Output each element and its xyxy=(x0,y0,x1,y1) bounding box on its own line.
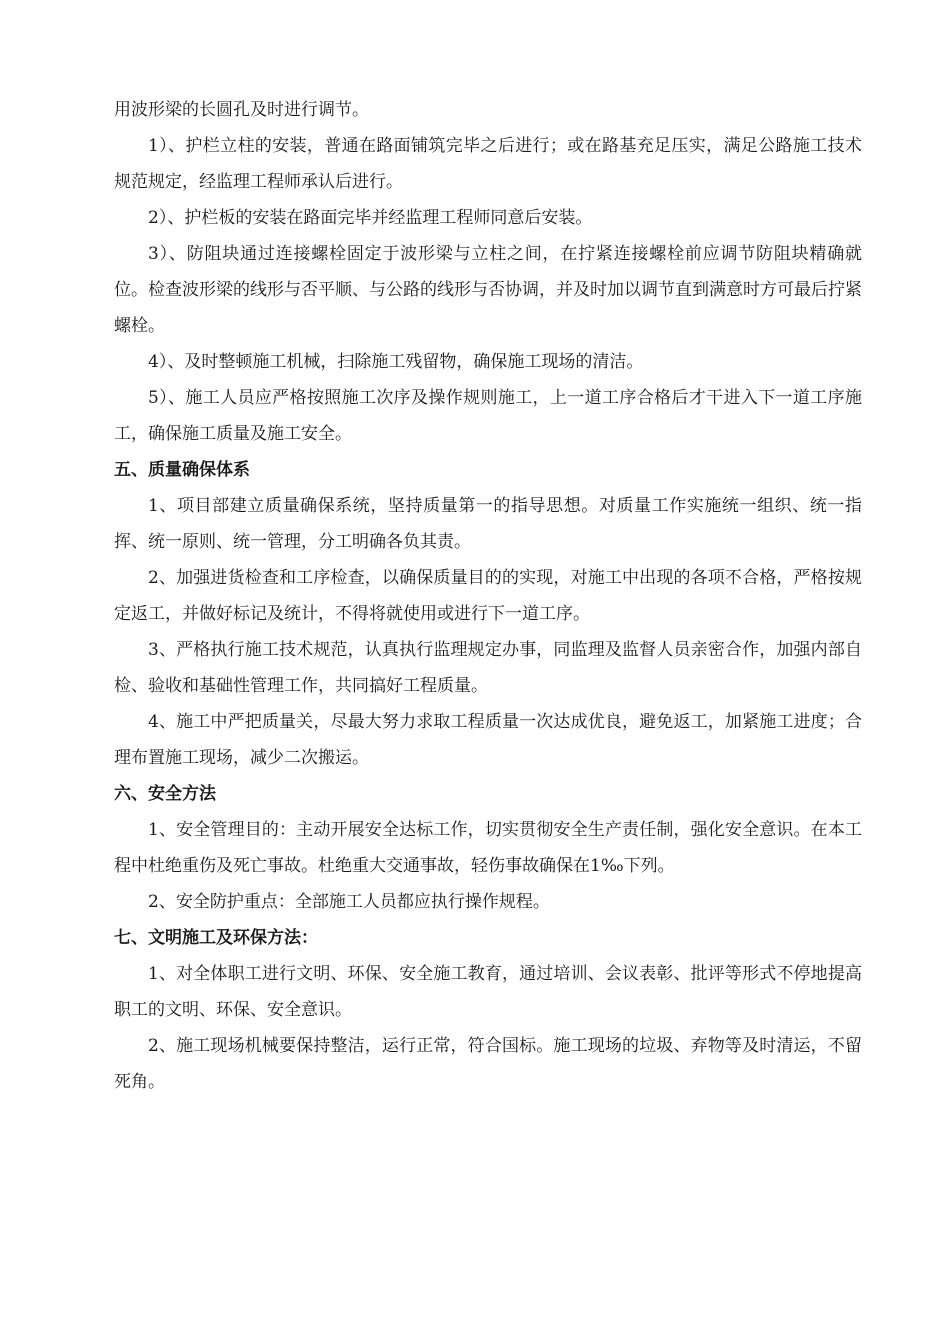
document-body xyxy=(114,92,862,1100)
section-heading-safety: 六、安全方法 xyxy=(114,784,216,804)
safety-item-1: 1、安全管理目的：主动开展安全达标工作，切实贯彻安全生产责任制，强化安全意识。在本工程中杜绝重伤及死亡事故。杜绝重大交通事故，轻伤事故确保在1‰下列。 xyxy=(114,820,862,876)
civilized-item-1: 1、对全体职工进行文明、环保、安全施工教育，通过培训、会议表彰、批评等形式不停地提高职工的文明、环保、安全意识。 xyxy=(114,964,862,1020)
safety-item-2: 2、安全防护重点：全部施工人员都应执行操作规程。 xyxy=(148,892,550,912)
paragraph-item-1: 1）、护栏立柱的安装，普通在路面铺筑完毕之后进行；或在路基充足压实，满足公路施工技术规范规定，经监理工程师承认后进行。 xyxy=(114,136,862,192)
civilized-item-2: 2、施工现场机械要保持整洁，运行正常，符合国标。施工现场的垃圾、弃物等及时清运，不留死角。 xyxy=(114,1036,862,1092)
section-heading-civilized-construction: 七、文明施工及环保方法： xyxy=(114,928,318,948)
paragraph-item-3: 3）、防阻块通过连接螺栓固定于波形梁与立柱之间，在拧紧连接螺栓前应调节防阻块精确就位。检查波形梁的线形与否平顺、与公路的线形与否协调，并及时加以调节直到满意时方可最后拧紧螺栓。 xyxy=(114,244,862,336)
paragraph-continuation: 用波形梁的长圆孔及时进行调节。 xyxy=(114,100,369,120)
paragraph-item-5: 5）、施工人员应严格按照施工次序及操作规则施工，上一道工序合格后才干进入下一道工序施工，确保施工质量及施工安全。 xyxy=(114,388,862,444)
quality-item-2: 2、加强进货检查和工序检查，以确保质量目的的实现，对施工中出现的各项不合格，严格按规定返工，并做好标记及统计，不得将就使用或进行下一道工序。 xyxy=(114,568,862,624)
paragraph-item-2: 2）、护栏板的安装在路面完毕并经监理工程师同意后安装。 xyxy=(148,208,593,228)
quality-item-1: 1、项目部建立质量确保系统，坚持质量第一的指导思想。对质量工作实施统一组织、统一指挥、统一原则、统一管理，分工明确各负其责。 xyxy=(114,496,862,552)
quality-item-4: 4、施工中严把质量关，尽最大努力求取工程质量一次达成优良，避免返工，加紧施工进度；合理布置施工现场，减少二次搬运。 xyxy=(114,712,862,768)
quality-item-3: 3、严格执行施工技术规范，认真执行监理规定办事，同监理及监督人员亲密合作，加强内部自检、验收和基础性管理工作，共同搞好工程质量。 xyxy=(114,640,862,696)
section-heading-quality: 五、质量确保体系 xyxy=(114,460,250,480)
paragraph-item-4: 4）、及时整顿施工机械，扫除施工残留物，确保施工现场的清洁。 xyxy=(148,352,644,372)
